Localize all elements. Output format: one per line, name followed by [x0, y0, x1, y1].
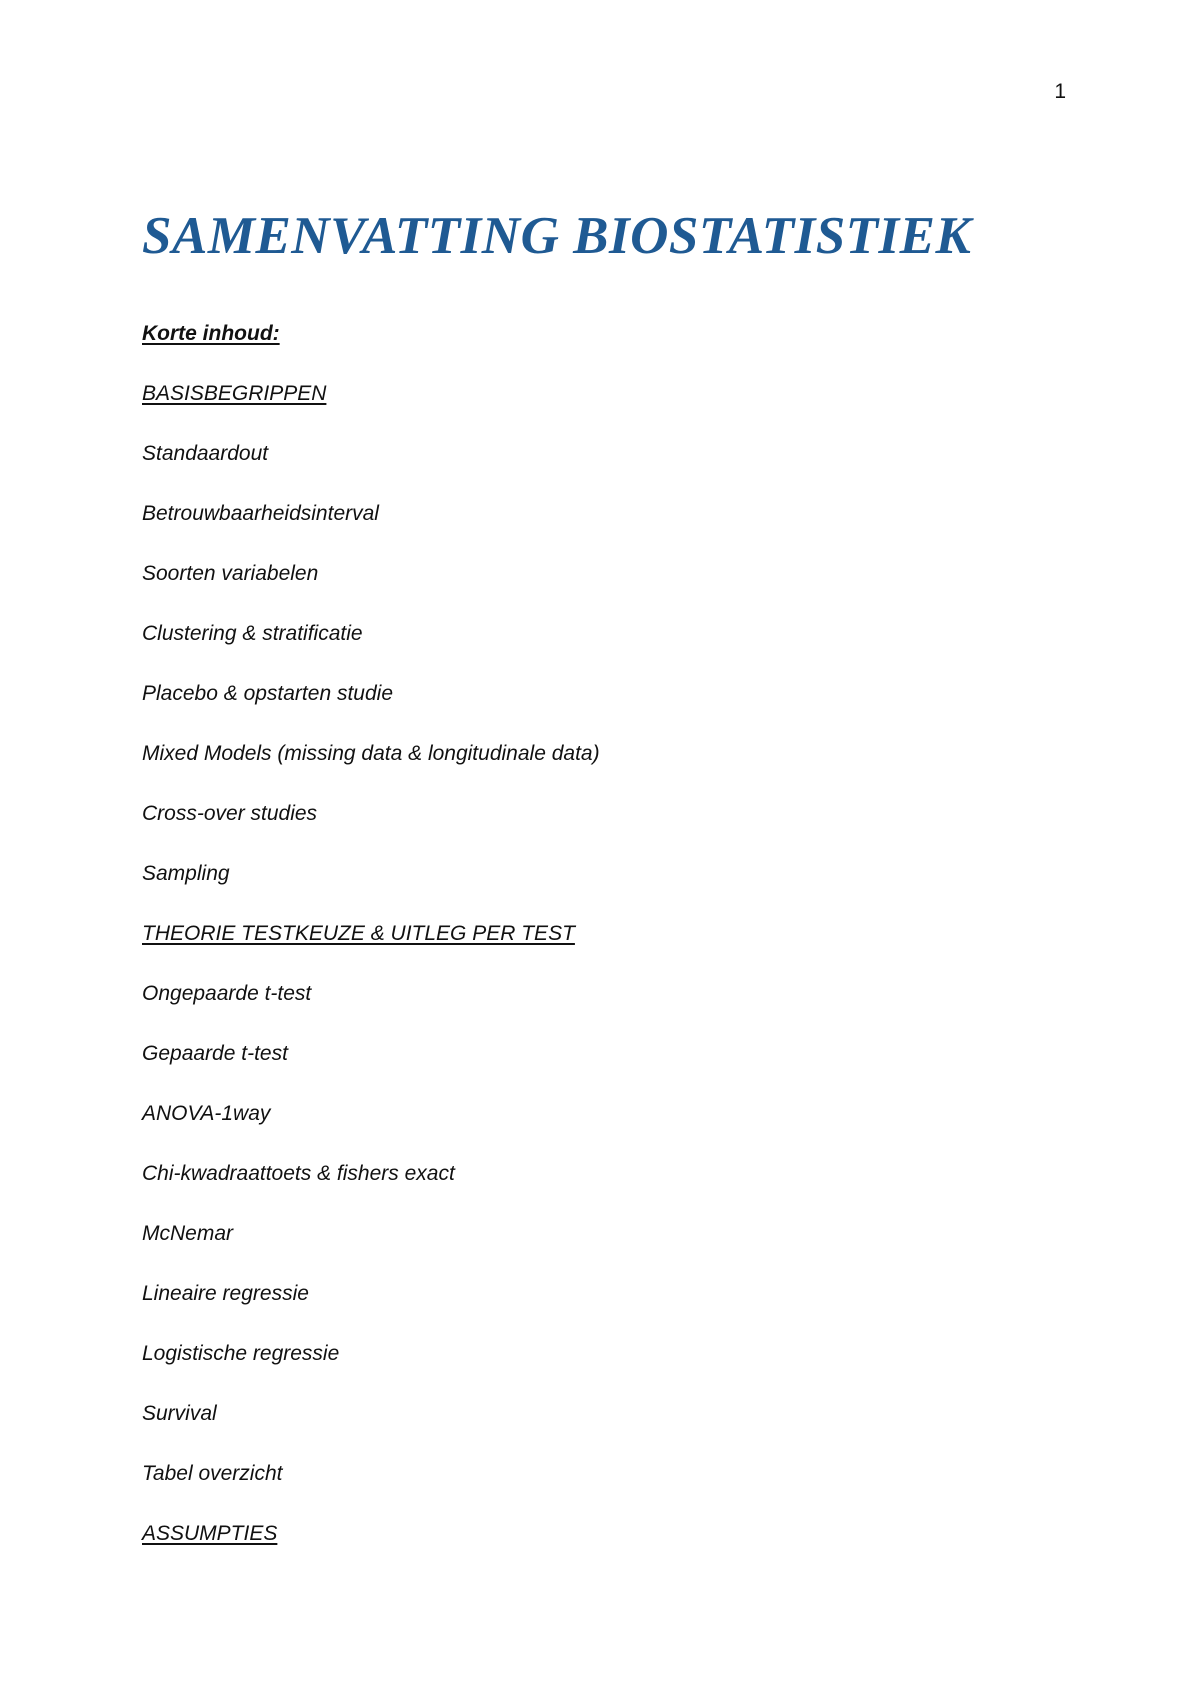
toc-entry-mcnemar[interactable]: McNemar [142, 1222, 234, 1245]
toc-section-theorie-testkeuze[interactable]: THEORIE TESTKEUZE & UITLEG PER TEST [142, 922, 575, 945]
toc-entry-standaardout[interactable]: Standaardout [142, 442, 269, 465]
toc-section-basisbegrippen[interactable]: BASISBEGRIPPEN [142, 382, 327, 405]
table-of-contents [142, 382, 600, 1582]
toc-entry-gepaarde-t-test[interactable]: Gepaarde t-test [142, 1042, 288, 1065]
document-title: SAMENVATTING BIOSTATISTIEK [142, 207, 972, 265]
toc-section-assumpties[interactable]: ASSUMPTIES [142, 1522, 278, 1545]
toc-entry-clustering-stratificatie[interactable]: Clustering & stratificatie [142, 622, 363, 645]
toc-entry-cross-over-studies[interactable]: Cross-over studies [142, 802, 318, 825]
toc-entry-survival[interactable]: Survival [142, 1402, 217, 1425]
page-number: 1 [1054, 80, 1066, 103]
toc-entry-lineaire-regressie[interactable]: Lineaire regressie [142, 1282, 309, 1305]
toc-entry-logistische-regressie[interactable]: Logistische regressie [142, 1342, 340, 1365]
toc-entry-anova-1way[interactable]: ANOVA-1way [142, 1102, 271, 1125]
toc-entry-mixed-models[interactable]: Mixed Models (missing data & longitudinale data) [142, 742, 600, 765]
toc-entry-placebo-opstarten-studie[interactable]: Placebo & opstarten studie [142, 682, 393, 705]
toc-entry-ongepaarde-t-test[interactable]: Ongepaarde t-test [142, 982, 312, 1005]
toc-entry-soorten-variabelen[interactable]: Soorten variabelen [142, 562, 319, 585]
toc-entry-betrouwbaarheidsinterval[interactable]: Betrouwbaarheidsinterval [142, 502, 379, 525]
toc-entry-tabel-overzicht[interactable]: Tabel overzicht [142, 1462, 283, 1485]
toc-entry-sampling[interactable]: Sampling [142, 862, 230, 885]
toc-heading: Korte inhoud: [142, 322, 280, 345]
toc-entry-chi-kwadraattoets[interactable]: Chi-kwadraattoets & fishers exact [142, 1162, 455, 1185]
